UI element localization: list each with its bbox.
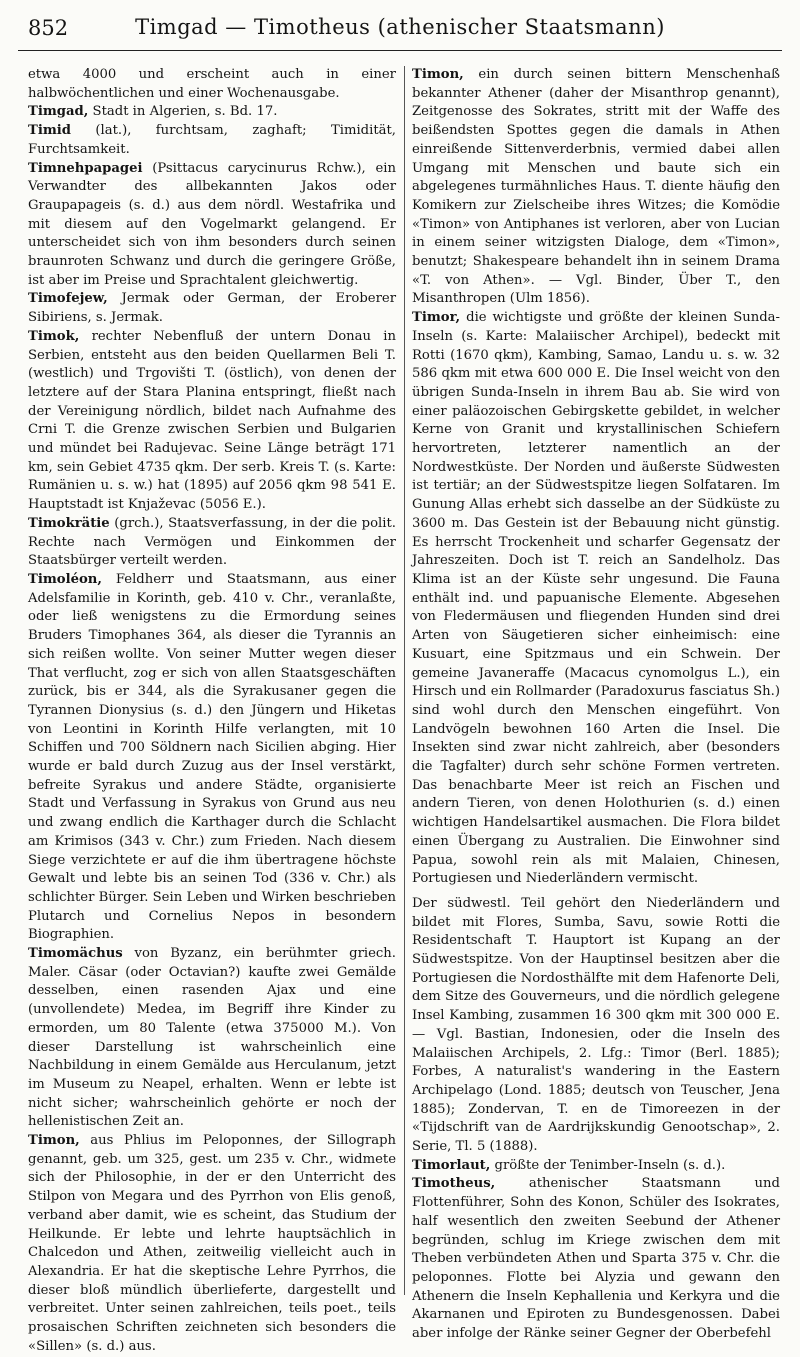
entry-text: aus Phlius im Peloponnes, der Sillograph genannt, geb. um 325, gest. um 235 v. Chr., widmete sich der Philosophie, in der er den Unterricht des Stilpon von Megara und des Pyrrhon von Elis genoß, verband aber damit, wie es scheint, das Studium der Heilkunde. Er lebte und lehrte hauptsächlich in Chalcedon und Athen, zeitweilig vielleicht auch in Alexandria. Er hat die skeptische Lehre Pyrrhos, die dieser bloß mündlich überlieferte, dargestellt und verbreitet. Unter seinen zahlreichen, teils poet., teils prosaischen Schriften zeichneten sich besonders die «Sillen» (s. d.) aus. xyxy=(28,1133,396,1354)
entry-text: athenischer Staatsmann und Flottenführer, Sohn des Konon, Schüler des Isokrates, half wesentlich den zweiten Seebund der Athener begründen, schlug im Kriege zwischen dem mit Theben verbündeten Athen und Sparta 375 v. Chr. die peloponnes. Flotte bei Alyzia und gewann den Athenern die Inseln Kephallenia und Kerkyra und die Akarnanen und Epiroten zu Bundesgenossen. Dabei aber infolge der Ränke seiner Gegner der Oberbefehl xyxy=(412,1176,780,1342)
dictionary-entry xyxy=(28,515,396,571)
left-column xyxy=(28,66,396,1354)
dictionary-entry xyxy=(412,1157,780,1176)
entry-headword: Timor, xyxy=(412,310,461,326)
dictionary-entry xyxy=(28,328,396,515)
dictionary-entry xyxy=(28,945,396,1132)
entry-text: die wichtigste und größte der kleinen Sunda-Inseln (s. Karte: Malaiischer Archipel), bedeckt mit Rotti (1670 qkm), Kambing, Samao, Landu u. s. w. 32 586 qkm mit etwa 600 000 E. Die Insel weicht von den übrigen Sunda-Inseln in ihrem Bau ab. Sie wird von einer paläozoischen Gebirgskette gebildet, in welcher Kerne von Granit und krystallinischen Schiefern hervortreten, letzterer namentlich an der Nordwestküste. Der Norden und äußerste Südwesten ist tertiär; an der Südwestspitze liegen Solfataren. Im Gunung Allas erhebt sich dasselbe an der Südküste zu 3600 m. Das Gestein ist der Bebauung nicht günstig. Es herrscht Trockenheit und scharfer Gegensatz der Jahreszeiten. Doch ist T. reich an Sandelholz. Das Klima ist an der Küste sehr ungesund. Die Fauna enthält ind. und papuanische Elemente. Abgesehen von Fledermäusen und fliegenden Hunden sind drei Arten von Säugetieren sicher einheimisch: eine Kusuart, eine Spitzmaus und ein Schwein. Der gemeine Javaneraffe (Macacus cynomolgus L.), ein Hirsch und ein Rollmarder (Paradoxurus fasciatus Sh.) sind wohl durch den Menschen eingeführt. Von Landvögeln bewohnen 160 Arten die Insel. Die Insekten sind zwar nicht zahlreich, aber (besonders die Tagfalter) durch sehr schöne Formen vertreten. Das benachbarte Meer ist reich an Fischen und andern Tieren, von denen Holothurien (s. d.) einen wichtigen Handelsartikel ausmachen. Die Flora bildet einen Übergang zu Australien. Die Einwohner sind Papua, sowohl rein als mit Malaien, Chinesen, Portugiesen und Niederländern vermischt. xyxy=(412,310,780,887)
entry-headword: Timotheus, xyxy=(412,1176,496,1192)
entry-text: Jermak oder German, der Eroberer Sibiriens, s. Jermak. xyxy=(28,291,396,326)
entry-headword: Timokrätie xyxy=(28,515,110,531)
entry-headword: Timofejew, xyxy=(28,291,108,307)
entry-headword: Timomächus xyxy=(28,946,123,962)
entry-text: Der südwestl. Teil gehört den Niederländern und bildet mit Flores, Sumba, Savu, sowie Rotti die Residentschaft T. Hauptort ist Kupang an der Südwestspitze. Von der Hauptinsel besitzen aber die Portugiesen die Nordosthälfte mit dem Hafenorte Deli, dem Sitze des Gouverneurs, und die nördlich gelegene Insel Kambing, zusammen 16 300 qkm mit 300 000 E. — Vgl. Bastian, Indonesien, oder die Inseln des Malaiischen Archipels, 2. Lfg.: Timor (Berl. 1885); Forbes, A naturalist's wandering in the Eastern Archipelago (Lond. 1885; deutsch von Teuscher, Jena 1885); Zondervan, T. en de Timoreezen in der «Tijdschrift van de Aardrijkskundig Genootschap», 2. Serie, Tl. 5 (1888). xyxy=(412,895,780,1155)
dictionary-entry xyxy=(412,66,780,309)
entry-text: ein durch seinen bittern Menschenhaß bekannter Athener (daher der Misanthrop genannt), Zeitgenosse des Sokrates, stritt mit der Waffe des beißendsten Spottes gegen die damals in Athen einreißende Sittenverderbnis, vermied dabei allen Umgang mit Menschen und baute sich ein abgelegenes turmähnliches Haus. T. diente häufig den Komikern zur Zielscheibe ihres Witzes; die Komödie «Timon» von Antiphanes ist verloren, aber von Lucian in einem seiner witzigsten Dialoge, dem «Timon», benutzt; Shakespeare behandelt ihn in seinem Drama «T. von Athen». — Vgl. Binder, Über T., den Misanthropen (Ulm 1856). xyxy=(412,67,780,307)
entry-headword: Timnehpapagei xyxy=(28,160,143,176)
dictionary-entry xyxy=(412,895,780,1157)
entry-text: größte der Tenimber-Inseln (s. d.). xyxy=(490,1157,726,1173)
entry-headword: Timok, xyxy=(28,328,80,344)
page-number: 852 xyxy=(28,16,69,40)
entry-headword: Timoléon, xyxy=(28,571,102,587)
dictionary-entry xyxy=(412,309,780,889)
entry-text: Stadt in Algerien, s. Bd. 17. xyxy=(88,104,278,120)
page-header xyxy=(18,10,782,51)
dictionary-entry xyxy=(28,66,396,103)
entry-text: von Byzanz, ein berühmter griech. Maler. Cäsar (oder Octavian?) kaufte zwei Gemälde desselben, einen rasenden Ajax und eine (unvollendete) Medea, im Begriff ihre Kinder zu ermorden, um 80 Talente (etwa 375000 M.). Von dieser Darstellung ist wahrscheinlich eine Nachbildung in einem Gemälde aus Herculanum, jetzt im Museum zu Neapel, erhalten. Wenn er lebte ist nicht sicher; wahrscheinlich gehörte er noch der hellenistischen Zeit an. xyxy=(28,946,396,1130)
dictionary-entry xyxy=(412,1175,780,1343)
dictionary-entry xyxy=(28,1132,396,1356)
entry-headword: Timid xyxy=(28,123,72,139)
column-divider xyxy=(404,66,405,1295)
entry-headword: Timon, xyxy=(28,1133,80,1149)
dictionary-entry xyxy=(28,290,396,327)
entry-headword: Timon, xyxy=(412,67,464,82)
running-head: Timgad — Timotheus (athenischer Staatsmann) xyxy=(135,15,665,39)
dictionary-entry xyxy=(28,571,396,945)
entry-headword: Timgad, xyxy=(28,104,89,120)
dictionary-entry xyxy=(28,160,396,291)
entry-text: etwa 4000 und erscheint auch in einer halbwöchentlichen und einer Wochenausgabe. xyxy=(28,67,396,101)
entry-headword: Timorlaut, xyxy=(412,1157,491,1173)
right-column xyxy=(412,66,780,1342)
dictionary-entry xyxy=(28,103,396,122)
dictionary-entry xyxy=(28,122,396,159)
entry-text: Feldherr und Staatsmann, aus einer Adelsfamilie in Korinth, geb. 410 v. Chr., veranlaßte, oder ließ wenigstens zu die Ermordung seines Bruders Timophanes 364, als dieser die Tyrannis an sich reißen wollte. Von seiner Mutter wegen dieser That verflucht, zog er sich von allen Staatsgeschäften zurück, bis er 344, als die Syrakusaner gegen die Tyrannen Dionysius (s. d.) den Jüngern und Hiketas von Leontini in Korinth Hilfe verlangten, mit 10 Schiffen und 700 Söldnern nach Sicilien abging. Hier wurde er bald durch Zuzug aus der Insel verstärkt, befreite Syrakus und andere Städte, organisierte Stadt und Verfassung in Syrakus von Grund aus neu und zwang endlich die Karthager durch die Schlacht am Krimisos (343 v. Chr.) zum Frieden. Nach diesem Siege verzichtete er auf die ihm übertragene höchste Gewalt und lebte bis an seinen Tod (336 v. Chr.) als schlichter Bürger. Sein Leben und Wirken beschrieben Plutarch und Cornelius Nepos in besondern Biographien. xyxy=(28,571,396,943)
entry-text: (Psittacus carycinurus Rchw.), ein Verwandter des allbekannten Jakos oder Graupapageis (s. d.) aus dem nördl. Westafrika und mit diesem auf den Vogelmarkt gelangend. Er unterscheidet sich von ihm besonders durch seinen braunroten Schwanz und durch die geringere Größe, ist aber im Preise und Sprachtalent gleichwertig. xyxy=(28,160,396,288)
entry-text: rechter Nebenfluß der untern Donau in Serbien, entsteht aus den beiden Quellarmen Beli T. (westlich) und Trgovišti T. (östlich), von denen der letztere auf der Stara Planina entspringt, fließt nach der Vereinigung nördlich, bildet nach Aufnahme des Crni T. die Grenze zwischen Serbien und Bulgarien und mündet bei Radujevac. Seine Länge beträgt 171 km, sein Gebiet 4735 qkm. Der serb. Kreis T. (s. Karte: Rumänien u. s. w.) hat (1895) auf 2056 qkm 98 541 E. Hauptstadt ist Knjaževac (5056 E.). xyxy=(28,328,396,513)
entry-text: (lat.), furchtsam, zaghaft; Timidität, Furchtsamkeit. xyxy=(28,123,396,157)
entry-text: (grch.), Staatsverfassung, in der die polit. Rechte nach Vermögen und Einkommen der Staatsbürger verteilt werden. xyxy=(28,515,396,569)
